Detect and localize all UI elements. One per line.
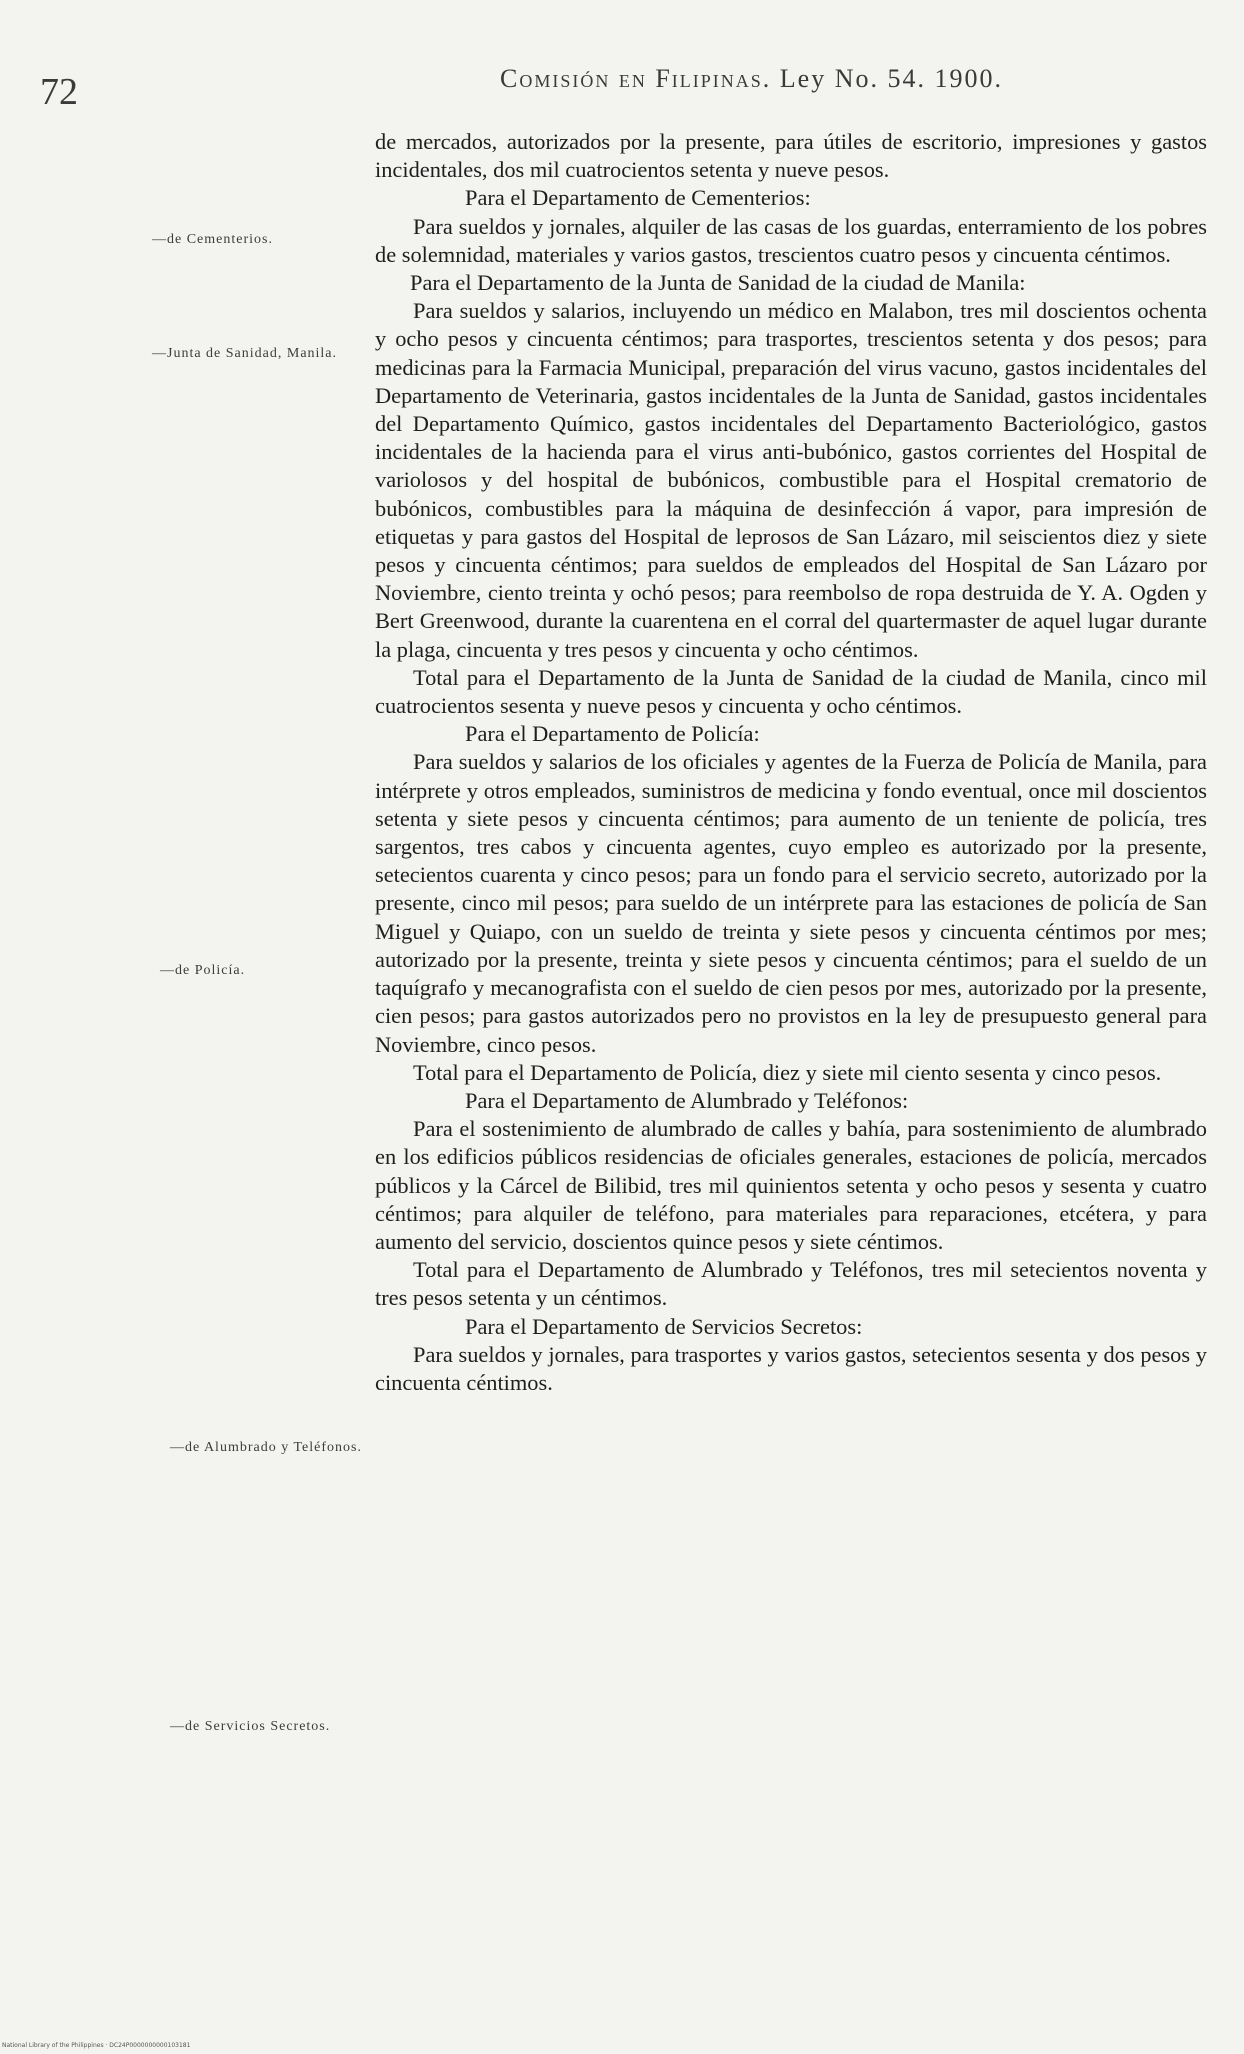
paragraph-alumbrado: Para el sostenimiento de alumbrado de calles y bahía, para sostenimiento de alumbrado en los edificios públicos residencias de oficiales generales, estaciones de policía, mercados públicos y la Cárcel de Bilibid, tres mil quinientos setenta y ocho pesos y sesenta y cuatro céntimos; para alquiler de teléfono, para materiales para reparaciones, etcétera, y para aumento del servicio, doscientos quince pesos y siete céntimos.	[375, 1116, 1207, 1254]
total-policia: Total para el Departamento de Policía, diez y siete mil ciento sesenta y cinco pesos.	[413, 1059, 1162, 1085]
heading-servicios-secretos: Para el Departamento de Servicios Secretos:	[465, 1313, 863, 1339]
sidenote-cementerios: —de Cementerios.	[152, 232, 273, 247]
total-junta-sanidad: Total para el Departamento de la Junta de Sanidad de la ciudad de Manila, cinco mil cuatrocientos sesenta y nueve pesos y cincuenta y ocho céntimos.	[375, 664, 1207, 719]
paragraph-servicios-secretos: Para sueldos y jornales, para trasportes y varios gastos, setecientos sesenta y dos pesos y cincuenta céntimos.	[375, 1341, 1207, 1395]
paragraph-policia: Para sueldos y salarios de los oficiales y agentes de la Fuerza de Policía de Manila, para intérprete y otros empleados, suministros de medicina y fondo eventual, once mil doscientos setenta y siete pesos y cincuenta céntimos; para aumento de un teniente de policía, tres sargentos, tres cabos y cincuenta agentes, cuyo empleo es autorizado por la presente, setecientos cuarenta y cinco pesos; para un fondo para el servicio secreto, autorizado por la presente, cinco mil pesos; para sueldo de un intérprete para las estaciones de policía de San Miguel y Quiapo, con un sueldo de treinta y siete pesos y cincuenta céntimos por mes; autorizado por la presente, treinta y siete pesos y cincuenta céntimos; para el sueldo de un taquígrafo y mecanografista con el sueldo de cien pesos por mes, autorizado por la presente, cien pesos; para gastos autorizados pero no provistos en la ley de presupuesto general para Noviembre, cinco pesos.	[375, 749, 1207, 1057]
heading-alumbrado: Para el Departamento de Alumbrado y Teléfonos:	[465, 1087, 909, 1113]
footer-credit: National Library of the Philippines · DC24P0000000000103181	[2, 2042, 191, 2049]
running-head-commission: Comisión en Filipinas	[500, 64, 763, 93]
heading-cementerios: Para el Departamento de Cementerios:	[465, 185, 811, 211]
sidenote-secretos: —de Servicios Secretos.	[170, 1719, 331, 1734]
document-body	[375, 128, 1207, 1397]
heading-policia: Para el Departamento de Policía:	[465, 721, 760, 747]
sidenote-sanidad: —Junta de Sanidad, Manila.	[152, 346, 338, 361]
heading-junta-sanidad: Para el Departamento de la Junta de Sanidad de la ciudad de Manila:	[410, 270, 1026, 296]
running-head-law: . Ley No. 54. 1900.	[762, 64, 1003, 93]
running-head	[500, 64, 1003, 94]
sidenote-policia: —de Policía.	[160, 963, 246, 978]
sidenote-alumbrado: —de Alumbrado y Teléfonos.	[170, 1440, 362, 1455]
paragraph-mercados-continuation: de mercados, autorizados por la presente, para útiles de escritorio, impresiones y gastos incidentales, dos mil cuatrocientos setenta y nueve pesos.	[375, 129, 1207, 183]
paragraph-cementerios: Para sueldos y jornales, alquiler de las casas de los guardas, enterramiento de los pobres de solemnidad, materiales y varios gastos, trescientos cuatro pesos y cincuenta céntimos.	[375, 213, 1207, 267]
page-number: 72	[40, 71, 78, 113]
total-alumbrado: Total para el Departamento de Alumbrado y Teléfonos, tres mil setecientos noventa y tres pesos setenta y un céntimos.	[375, 1257, 1207, 1311]
paragraph-junta-sanidad: Para sueldos y salarios, incluyendo un médico en Malabon, tres mil doscientos ochenta y ocho pesos y cincuenta céntimos; para trasportes, trescientos setenta y dos pesos; para medicinas para la Farmacia Municipal, preparación del virus vacuno, gastos incidentales del Departamento de Veterinaria, gastos incidentales de la Junta de Sanidad, gastos incidentales del Departamento Químico, gastos incidentales del Departamento Bacteriológico, gastos incidentales de la hacienda para el virus anti-bubónico, gastos corrientes del Hospital de variolosos y del hospital de bubónicos, combustible para el Hospital crematorio de bubónicos, combustibles para la máquina de desinfección á vapor, para impresión de etiquetas y para gastos del Hospital de leprosos de San Lázaro, mil seiscientos diez y siete pesos y cincuenta céntimos; para sueldos de empleados del Hospital de San Lázaro por Noviembre, ciento treinta y ochó pesos; para reembolso de ropa destruida de Y. A. Ogden y Bert Greenwood, durante la cuarentena en el corral del quartermaster de aquel lugar durante la plaga, cincuenta y tres pesos y cincuenta y ocho céntimos.	[375, 298, 1207, 662]
